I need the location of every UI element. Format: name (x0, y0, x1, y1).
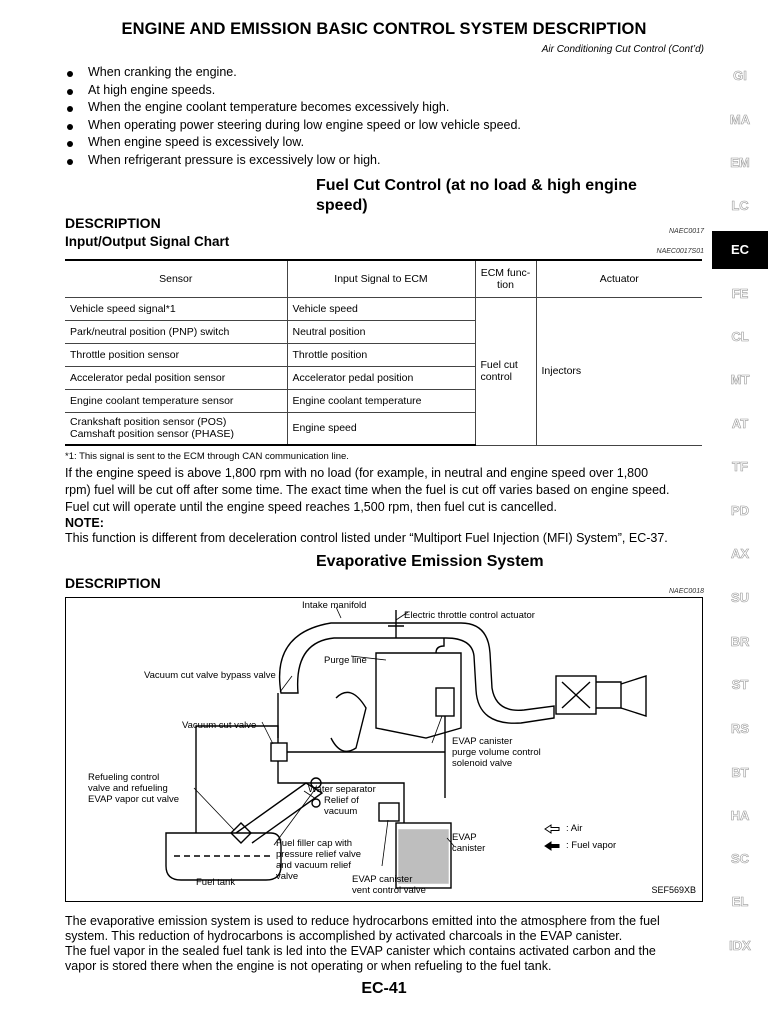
column-header-ecm-line1: ECM func- (480, 266, 531, 279)
engine-cylinder (331, 692, 366, 751)
label-relief (324, 795, 359, 817)
label-vent-line1: EVAP canister (352, 874, 413, 885)
list-item: At high engine speeds. (64, 82, 704, 100)
side-tab-el[interactable]: EL (731, 894, 749, 909)
label-filler-cap (276, 838, 361, 882)
ecm-function-line1: Fuel cut (480, 359, 518, 371)
vacuum-cut-valve (271, 743, 287, 761)
side-tab-pd[interactable]: PD (730, 503, 750, 518)
reference-code: NAEC0017 (668, 228, 704, 235)
side-tab-em[interactable]: EM (730, 155, 750, 170)
column-header-ecm-function (475, 260, 536, 297)
side-tab-ha[interactable]: HA (730, 808, 750, 823)
signal-chart-table (65, 259, 702, 446)
input-cell: Neutral position (287, 320, 475, 343)
legend-air-label: : Air (566, 823, 583, 834)
note-text: This function is different from deceleration control listed under “Multiport Fuel Injection (MFI) System”, EC-37. (65, 531, 668, 545)
actuator-cell: Injectors (536, 297, 702, 445)
sensor-cell: Accelerator pedal position sensor (65, 366, 287, 389)
list-item: When engine speed is excessively low. (64, 134, 704, 152)
paragraph-line: Fuel cut will operate until the engine speed reaches 1,500 rpm, then fuel cut is cancelled. (65, 500, 557, 514)
vent-control-valve (379, 803, 399, 821)
air-cleaner-outlet (621, 676, 646, 716)
sensor-cell (65, 412, 287, 445)
label-relief-line2: vacuum (324, 806, 358, 817)
input-cell: Engine coolant temperature (287, 389, 475, 412)
bullet-list (64, 64, 704, 169)
legend-fuel-vapor-label: : Fuel vapor (566, 840, 617, 851)
evap-heading: Evaporative Emission System (316, 553, 544, 570)
legend-air (544, 823, 582, 834)
side-tab-idx[interactable]: IDX (729, 938, 751, 953)
leader-refuel (194, 788, 234, 830)
column-header-sensor: Sensor (65, 260, 287, 297)
side-tab-lc[interactable]: LC (731, 198, 749, 213)
input-cell: Engine speed (287, 412, 475, 445)
paragraph-line: The evaporative emission system is used to reduce hydrocarbons emitted into the atmosphere from the fuel (65, 914, 660, 928)
sensor-cell: Throttle position sensor (65, 343, 287, 366)
column-header-actuator: Actuator (536, 260, 702, 297)
label-fuel-tank: Fuel tank (196, 877, 236, 888)
label-filler-line4: valve (276, 871, 299, 882)
label-bypass-valve: Vacuum cut valve bypass valve (144, 670, 276, 681)
label-vent-valve (352, 874, 426, 896)
fuel-cut-paragraph (65, 465, 705, 516)
label-filler-line2: pressure relief valve (276, 849, 362, 860)
table-footnote: *1: This signal is sent to the ECM through CAN communication line. (65, 451, 349, 462)
side-tab-br[interactable]: BR (730, 634, 750, 649)
paragraph-line: vapor is stored there when the engine is not operating or when refueling to the fuel tank. (65, 959, 552, 973)
input-cell: Throttle position (287, 343, 475, 366)
leader-vent (382, 820, 388, 866)
leader-bypass (280, 676, 292, 692)
paragraph-line: The fuel vapor in the sealed fuel tank is led into the EVAP canister which contains activated carbon and the (65, 944, 656, 958)
purge-line (436, 638, 444, 653)
fuel-cut-heading-line2: speed) (316, 197, 368, 214)
input-cell: Accelerator pedal position (287, 366, 475, 389)
sensor-cell: Park/neutral position (PNP) switch (65, 320, 287, 343)
side-tab-at[interactable]: AT (731, 416, 749, 431)
label-filler-line3: and vacuum relief (276, 860, 351, 871)
label-canister (452, 832, 485, 854)
side-tab-cl[interactable]: CL (731, 329, 749, 344)
evap-paragraph (65, 914, 705, 974)
list-item: When refrigerant pressure is excessively low or high. (64, 152, 704, 170)
fuel-cut-heading (316, 176, 637, 216)
evap-description-label: DESCRIPTION (65, 575, 161, 591)
ecm-function-cell (475, 297, 536, 445)
sensor-line2: Camshaft position sensor (PHASE) (70, 428, 234, 441)
page-number: EC-41 (361, 980, 407, 997)
list-item: When cranking the engine. (64, 64, 704, 82)
water-separator (312, 799, 320, 807)
leader-vacuum-cut (262, 722, 273, 744)
label-vacuum-cut-valve: Vacuum cut valve (182, 720, 257, 731)
label-vent-line2: vent control valve (352, 885, 426, 896)
paragraph-line: rpm) fuel will be cut off after some time. The exact time when the fuel is cut off varies based on engine speed. (65, 483, 670, 497)
side-tab-ax[interactable]: AX (730, 546, 750, 561)
side-tab-sc[interactable]: SC (730, 851, 750, 866)
vacuum-pipe (196, 726, 278, 833)
leader-purge-valve (432, 716, 442, 743)
label-intake-manifold: Intake manifold (302, 600, 367, 611)
column-header-input: Input Signal to ECM (287, 260, 475, 297)
side-tab-gi[interactable]: GI (733, 68, 747, 83)
table-header-row (65, 260, 702, 297)
fuel-cut-heading-line1: Fuel Cut Control (at no load & high engine (316, 177, 637, 194)
side-tab-ec[interactable]: EC (712, 231, 768, 269)
engine-block (376, 653, 461, 738)
sensor-cell: Engine coolant temperature sensor (65, 389, 287, 412)
label-purge-valve (452, 736, 541, 769)
label-water-separator: Water separator (308, 784, 376, 795)
paragraph-line: If the engine speed is above 1,800 rpm with no load (for example, in neutral and engine speed over 1,800 (65, 466, 649, 480)
side-tab-bt[interactable]: BT (731, 765, 749, 780)
side-tab-mt[interactable]: MT (730, 372, 750, 387)
throttle-actuator (388, 610, 404, 638)
label-filler-line1: Fuel filler cap with (276, 838, 353, 849)
purge-solenoid (436, 688, 454, 716)
note-label: NOTE: (65, 516, 104, 530)
throttle-crossbar-1 (562, 682, 590, 708)
label-purge-valve-line3: solenoid valve (452, 758, 513, 769)
legend-fuel-vapor (544, 840, 616, 851)
side-tab-su[interactable]: SU (730, 590, 750, 605)
air-duct (596, 682, 621, 708)
evap-diagram-drawing (66, 598, 702, 901)
fuel-vapor-arrow-icon (544, 841, 560, 851)
ecm-function-line2: control (480, 371, 513, 383)
figure-id: SEF569XB (651, 885, 696, 895)
table-row (65, 297, 702, 320)
list-item: When operating power steering during low engine speed or low vehicle speed. (64, 117, 704, 135)
side-tab-st[interactable]: ST (731, 677, 749, 692)
section-subtitle: Air Conditioning Cut Control (Cont’d) (541, 44, 704, 55)
fuel-cut-description-label: DESCRIPTION (65, 215, 161, 231)
leader-filler (274, 788, 316, 845)
intake-manifold-shape (280, 623, 554, 723)
side-tab-fe[interactable]: FE (731, 286, 749, 301)
side-tab-ma[interactable]: MA (729, 112, 751, 127)
sensor-cell: Vehicle speed signal*1 (65, 297, 287, 320)
fuel-tank (166, 833, 281, 880)
signal-chart-title: Input/Output Signal Chart (65, 234, 230, 249)
label-relief-line1: Relief of (324, 795, 359, 806)
side-tab-rs[interactable]: RS (730, 721, 750, 736)
input-cell: Vehicle speed (287, 297, 475, 320)
label-purge-line: Purge line (324, 655, 367, 666)
label-canister-line2: canister (452, 843, 486, 854)
reference-code: NAEC0017S01 (656, 248, 704, 255)
page-title: ENGINE AND EMISSION BASIC CONTROL SYSTEM DESCRIPTION (121, 20, 647, 38)
list-item: When the engine coolant temperature becomes excessively high. (64, 99, 704, 117)
column-header-ecm-line2: tion (497, 278, 514, 291)
label-canister-line1: EVAP (452, 832, 477, 843)
sensor-line1: Crankshaft position sensor (POS) (70, 416, 227, 429)
air-arrow-icon (544, 824, 560, 834)
paragraph-line: system. This reduction of hydrocarbons is accomplished by activated charcoals in the EVAP canister. (65, 929, 623, 943)
label-refuel-line2: valve and refueling (88, 783, 168, 794)
label-throttle-actuator: Electric throttle control actuator (404, 610, 535, 621)
label-refuel-valve (88, 772, 179, 805)
label-refuel-line1: Refueling control (88, 772, 160, 783)
label-purge-valve-line1: EVAP canister (452, 736, 513, 747)
label-refuel-line3: EVAP vapor cut valve (88, 794, 180, 805)
side-tab-tf[interactable]: TF (732, 459, 748, 474)
evap-system-diagram (65, 597, 703, 902)
label-purge-valve-line2: purge volume control (452, 747, 541, 758)
reference-code: NAEC0018 (668, 588, 704, 595)
